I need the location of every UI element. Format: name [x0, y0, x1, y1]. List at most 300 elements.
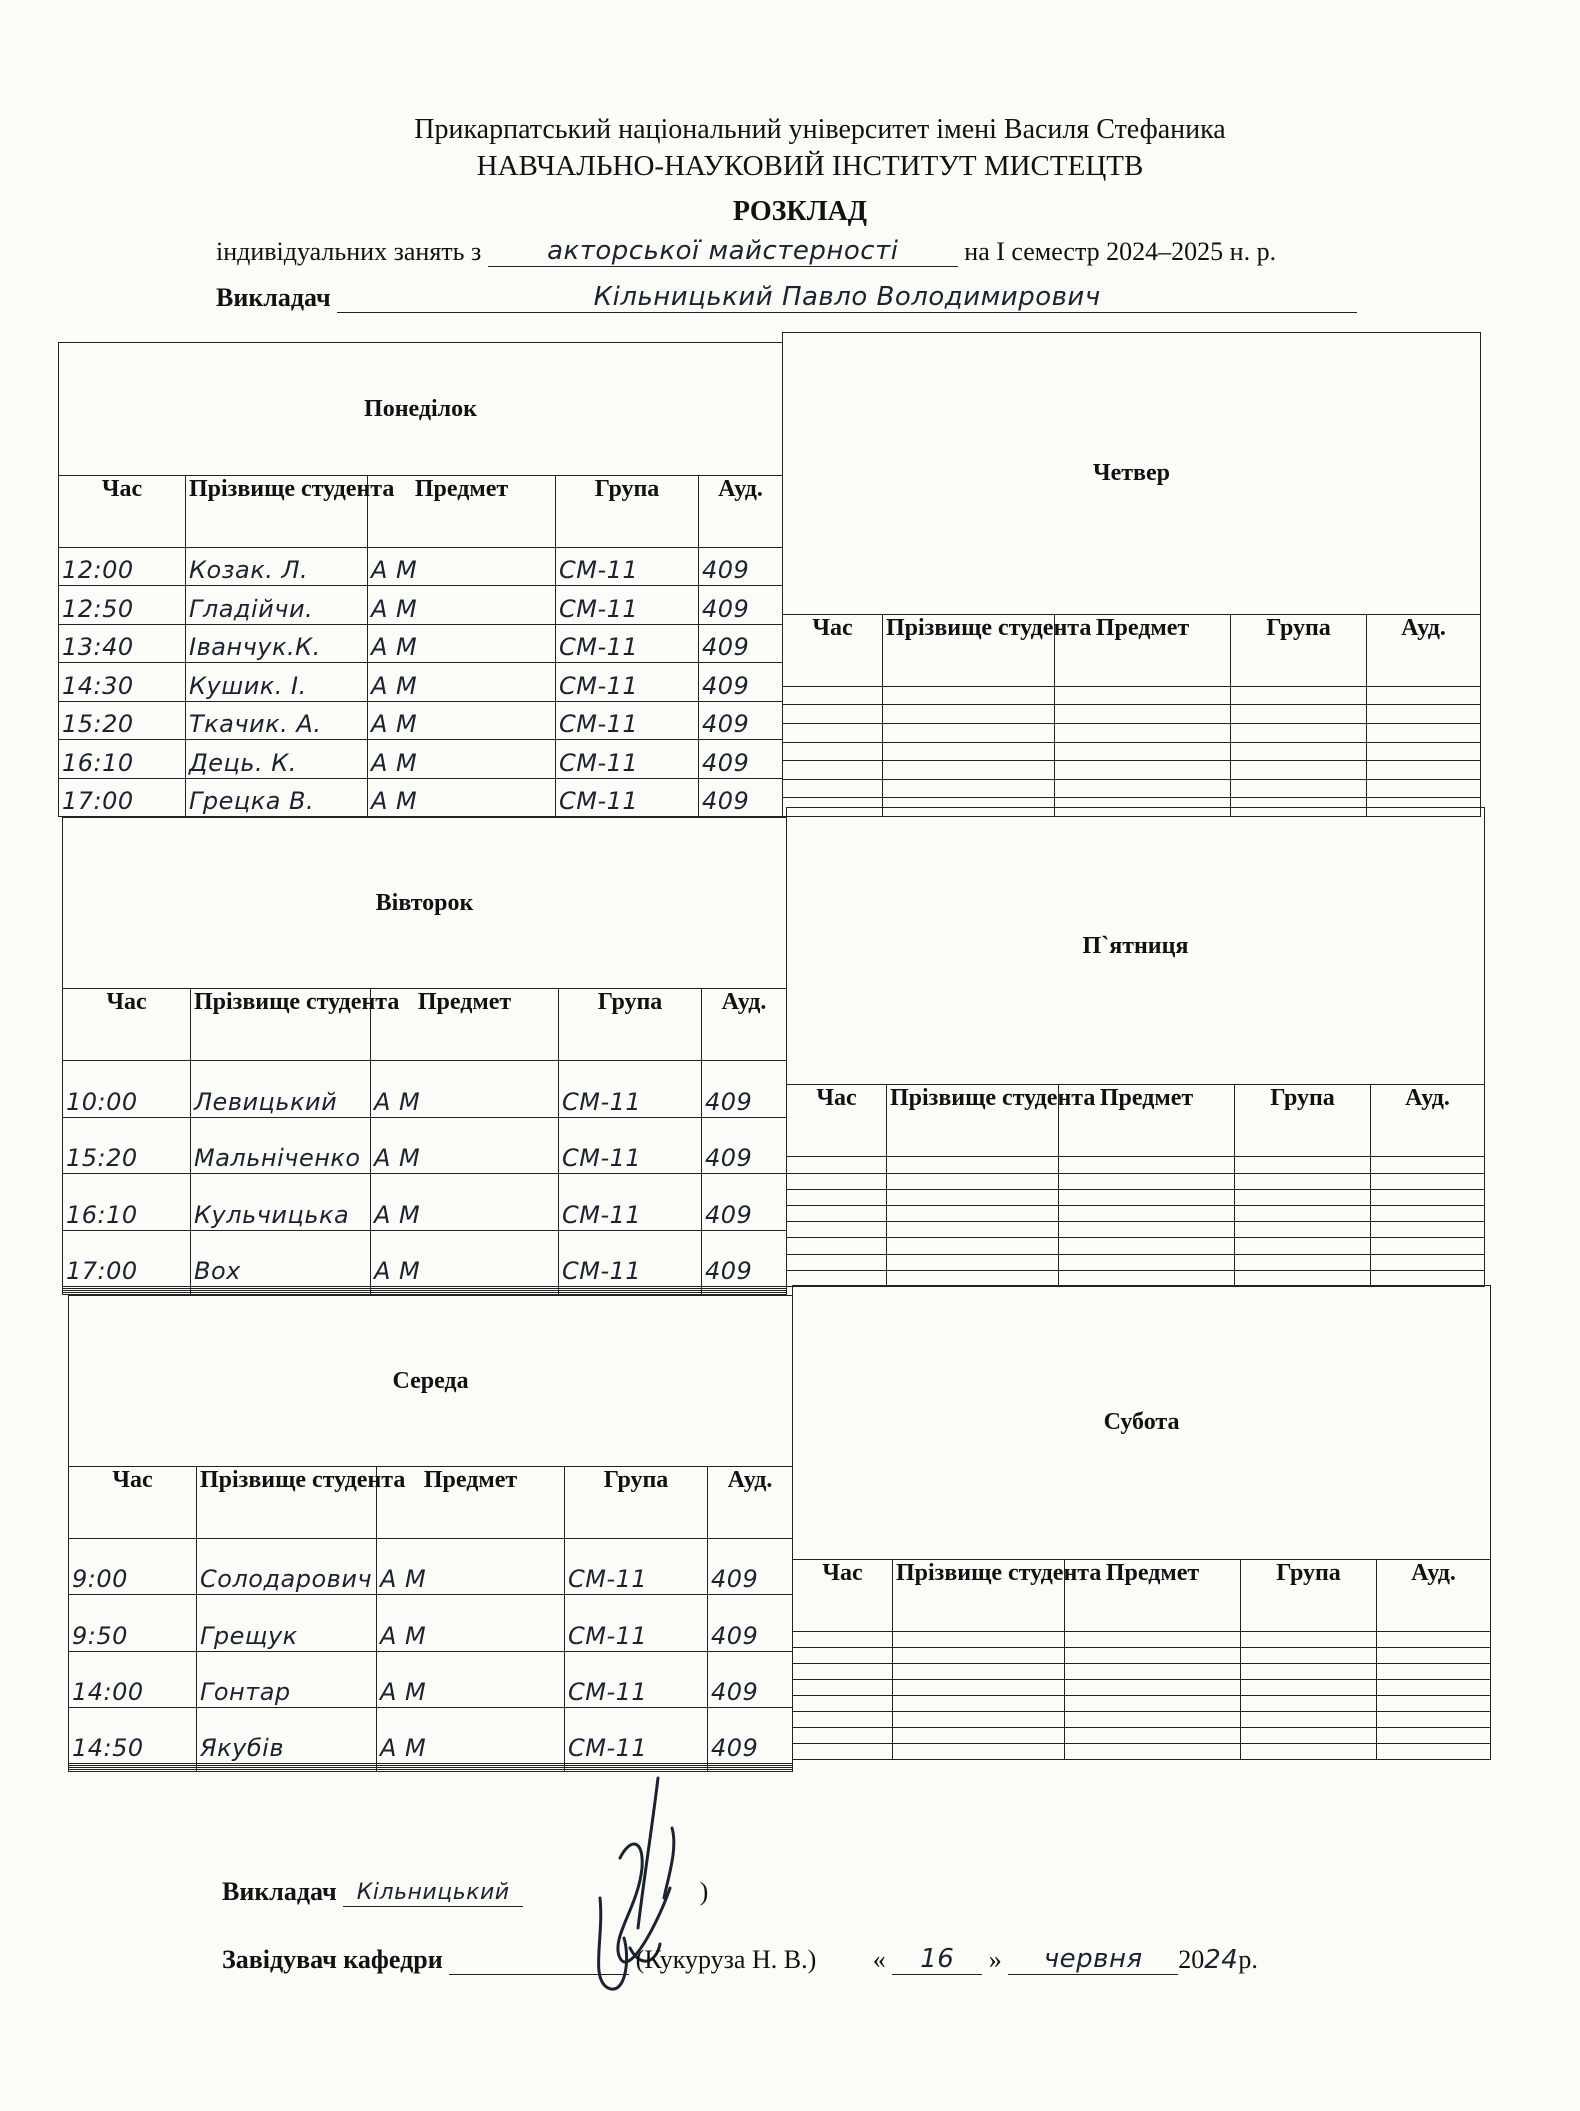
cell-student — [883, 742, 1055, 761]
cell-student — [191, 1117, 371, 1173]
handwritten-subject: А М — [371, 787, 418, 815]
cell-time — [69, 1770, 197, 1772]
cell-student — [197, 1708, 377, 1764]
cell-room — [699, 740, 783, 778]
cell-time — [63, 1117, 191, 1173]
table-row — [69, 1539, 793, 1595]
cell-room — [1367, 779, 1481, 798]
friday-table — [786, 807, 1485, 1287]
column-header-student: Прізвище студента — [883, 614, 1055, 686]
cell-student — [893, 1696, 1065, 1712]
table-row — [793, 1696, 1491, 1712]
footer-teacher-sign: Кільницький — [356, 1880, 510, 1905]
handwritten-student: Кульчицька — [194, 1200, 350, 1229]
cell-group — [1235, 1254, 1371, 1270]
table-row — [793, 1632, 1491, 1648]
cell-subject — [371, 1230, 559, 1286]
cell-subject — [1065, 1728, 1241, 1744]
handwritten-student: Мальніченко — [194, 1144, 361, 1173]
cell-room — [702, 1061, 787, 1117]
handwritten-subject: А М — [371, 710, 418, 739]
handwritten-time: 9:00 — [72, 1565, 128, 1594]
table-row — [59, 624, 783, 662]
handwritten-group: СМ-11 — [568, 1678, 648, 1707]
cell-student — [887, 1238, 1059, 1254]
handwritten-subject: А М — [374, 1144, 421, 1173]
column-header-student: Прізвище студента — [887, 1085, 1059, 1157]
handwritten-room: 409 — [711, 1565, 759, 1594]
cell-subject — [368, 778, 556, 816]
handwritten-student: Солодарович — [200, 1565, 373, 1594]
column-header-subject: Предмет — [1055, 614, 1231, 686]
handwritten-group: СМ-11 — [559, 787, 639, 815]
day-name: Понеділок — [59, 343, 783, 476]
university-name: Прикарпатський національний університет імені Василя Стефаника — [414, 114, 1226, 145]
handwritten-time: 14:30 — [62, 671, 134, 700]
cell-group — [556, 624, 699, 662]
cell-time — [793, 1680, 893, 1696]
cell-time — [63, 1230, 191, 1286]
cell-subject — [1065, 1696, 1241, 1712]
cell-student — [893, 1680, 1065, 1696]
subject-value: акторської майстерності — [547, 236, 899, 266]
cell-room — [1367, 742, 1481, 761]
cell-student — [883, 779, 1055, 798]
teacher-value: Кільницький Павло Володимирович — [593, 282, 1101, 312]
column-header-student: Прізвище студента — [191, 989, 371, 1061]
cell-group — [1235, 1222, 1371, 1238]
handwritten-room: 409 — [702, 787, 750, 815]
handwritten-time: 12:00 — [62, 556, 134, 585]
cell-room — [1371, 1222, 1485, 1238]
cell-time — [59, 586, 186, 624]
cell-group — [556, 778, 699, 816]
cell-group — [556, 701, 699, 739]
cell-time — [69, 1595, 197, 1651]
cell-time — [787, 1254, 887, 1270]
cell-subject — [1055, 723, 1231, 742]
cell-room — [1377, 1648, 1491, 1664]
cell-subject — [377, 1651, 565, 1707]
monday-table — [58, 342, 783, 817]
table-row — [63, 1117, 787, 1173]
cell-time — [787, 1173, 887, 1189]
cell-room — [1367, 705, 1481, 724]
handwritten-time: 10:00 — [66, 1087, 138, 1116]
cell-time — [59, 548, 186, 586]
column-header-row — [793, 1560, 1491, 1632]
thursday-table — [782, 332, 1481, 817]
cell-room — [1367, 723, 1481, 742]
cell-time — [69, 1708, 197, 1764]
cell-subject — [1065, 1632, 1241, 1648]
cell-subject — [1055, 705, 1231, 724]
cell-room — [708, 1651, 793, 1707]
cell-student — [191, 1174, 371, 1230]
table-row — [787, 1254, 1485, 1270]
cell-subject — [371, 1061, 559, 1117]
thursday-block — [782, 332, 1480, 817]
cell-time — [793, 1743, 893, 1759]
cell-group — [565, 1595, 708, 1651]
day-name: П`ятниця — [787, 808, 1485, 1085]
cell-room — [1377, 1712, 1491, 1728]
cell-time — [793, 1632, 893, 1648]
handwritten-room: 409 — [705, 1087, 753, 1116]
table-row — [59, 778, 783, 816]
teacher-fill — [337, 282, 1357, 313]
friday-block — [786, 807, 1484, 1287]
footer-teacher-close: ) — [699, 1877, 709, 1906]
cell-time — [783, 705, 883, 724]
cell-student — [883, 686, 1055, 705]
handwritten-student: Левицький — [194, 1087, 338, 1116]
cell-group — [1231, 723, 1367, 742]
handwritten-group: СМ-11 — [559, 556, 639, 585]
table-row — [63, 1174, 787, 1230]
footer-teacher-label: Викладач — [222, 1877, 337, 1906]
cell-student — [197, 1595, 377, 1651]
cell-student — [887, 1189, 1059, 1205]
column-header-subject: Предмет — [1065, 1560, 1241, 1632]
table-row — [787, 1238, 1485, 1254]
cell-subject — [1059, 1157, 1235, 1173]
column-header-row — [63, 989, 787, 1061]
cell-student — [887, 1157, 1059, 1173]
handwritten-room: 409 — [705, 1200, 753, 1229]
cell-room — [708, 1770, 793, 1772]
footer-head-name: (Кукуруза Н. В.) — [635, 1945, 817, 1974]
subject-line — [216, 236, 1276, 267]
table-row — [783, 761, 1481, 780]
cell-time — [787, 1157, 887, 1173]
handwritten-subject: А М — [380, 1734, 427, 1763]
cell-group — [1231, 761, 1367, 780]
teacher-label: Викладач — [216, 283, 331, 312]
cell-subject — [368, 701, 556, 739]
handwritten-time: 16:10 — [66, 1200, 138, 1229]
cell-group — [559, 1230, 702, 1286]
cell-student — [186, 778, 368, 816]
handwritten-student: Кушик. І. — [189, 671, 307, 700]
cell-subject — [1065, 1743, 1241, 1759]
column-header-group: Група — [1231, 614, 1367, 686]
handwritten-subject: А М — [371, 556, 418, 585]
handwritten-subject: А М — [380, 1678, 427, 1707]
handwritten-time: 15:20 — [62, 710, 134, 739]
monday-block — [58, 342, 782, 817]
column-header-row — [59, 476, 783, 548]
cell-room — [702, 1230, 787, 1286]
cell-student — [197, 1651, 377, 1707]
cell-subject — [377, 1708, 565, 1764]
handwritten-student: Якубів — [200, 1734, 284, 1763]
cell-room — [708, 1595, 793, 1651]
cell-student — [197, 1539, 377, 1595]
table-row — [69, 1651, 793, 1707]
cell-room — [1371, 1238, 1485, 1254]
cell-subject — [1065, 1664, 1241, 1680]
cell-room — [702, 1174, 787, 1230]
handwritten-room: 409 — [702, 594, 750, 623]
handwritten-time: 9:50 — [72, 1621, 128, 1650]
column-header-group: Група — [556, 476, 699, 548]
handwritten-subject: А М — [371, 671, 418, 700]
cell-time — [69, 1539, 197, 1595]
cell-room — [1367, 761, 1481, 780]
cell-group — [556, 740, 699, 778]
cell-subject — [1059, 1238, 1235, 1254]
cell-room — [699, 548, 783, 586]
table-row — [793, 1648, 1491, 1664]
cell-room — [699, 663, 783, 701]
semester-text: на І семестр 2024–2025 н. р. — [964, 237, 1277, 266]
cell-subject — [1055, 779, 1231, 798]
column-header-subject: Предмет — [371, 989, 559, 1061]
cell-subject — [1059, 1173, 1235, 1189]
cell-room — [699, 701, 783, 739]
cell-student — [186, 701, 368, 739]
table-row — [63, 1230, 787, 1286]
cell-subject — [377, 1595, 565, 1651]
cell-subject — [1059, 1205, 1235, 1221]
cell-group — [556, 548, 699, 586]
cell-subject — [1055, 761, 1231, 780]
cell-group — [1241, 1648, 1377, 1664]
cell-time — [59, 663, 186, 701]
column-header-time: Час — [783, 614, 883, 686]
footer-teacher-fill — [343, 1876, 523, 1907]
cell-student — [887, 1254, 1059, 1270]
column-header-student: Прізвище студента — [186, 476, 368, 548]
column-header-subject: Предмет — [368, 476, 556, 548]
cell-subject — [1055, 742, 1231, 761]
handwritten-time: 14:00 — [72, 1678, 144, 1707]
cell-time — [793, 1664, 893, 1680]
column-header-subject: Предмет — [1059, 1085, 1235, 1157]
table-row — [787, 1189, 1485, 1205]
table-row — [793, 1743, 1491, 1759]
cell-group — [565, 1539, 708, 1595]
handwritten-room: 409 — [702, 710, 750, 739]
wednesday-block — [68, 1295, 792, 1772]
cell-student — [197, 1770, 377, 1772]
handwritten-room: 409 — [702, 556, 750, 585]
cell-room — [1367, 686, 1481, 705]
cell-time — [783, 761, 883, 780]
column-header-row — [787, 1085, 1485, 1157]
cell-group — [1231, 686, 1367, 705]
cell-group — [565, 1708, 708, 1764]
cell-group — [1241, 1664, 1377, 1680]
cell-time — [59, 701, 186, 739]
handwritten-subject: А М — [380, 1565, 427, 1594]
handwritten-student: Грецка В. — [189, 787, 315, 815]
handwritten-room: 409 — [702, 671, 750, 700]
cell-subject — [1055, 686, 1231, 705]
cell-room — [1377, 1696, 1491, 1712]
cell-room — [702, 1117, 787, 1173]
saturday-table — [792, 1285, 1491, 1760]
handwritten-subject: А М — [374, 1200, 421, 1229]
cell-group — [556, 586, 699, 624]
handwritten-subject: А М — [374, 1087, 421, 1116]
cell-student — [893, 1664, 1065, 1680]
cell-student — [186, 740, 368, 778]
cell-room — [1371, 1189, 1485, 1205]
footer-year-suffix: 24 — [1204, 1945, 1239, 1975]
footer-head-line — [222, 1944, 1258, 1975]
cell-student — [887, 1173, 1059, 1189]
column-header-time: Час — [787, 1085, 887, 1157]
table-row — [59, 701, 783, 739]
handwritten-room: 409 — [702, 748, 750, 777]
cell-time — [783, 723, 883, 742]
institute-name: НАВЧАЛЬНО-НАУКОВИЙ ІНСТИТУТ МИСТЕЦТВ — [476, 150, 1144, 182]
cell-time — [787, 1238, 887, 1254]
footer-date-month-fill — [1008, 1944, 1178, 1975]
cell-time — [63, 1174, 191, 1230]
table-row — [793, 1712, 1491, 1728]
day-name: Вівторок — [63, 818, 787, 989]
cell-room — [1371, 1157, 1485, 1173]
handwritten-student: Вох — [194, 1257, 241, 1286]
footer-quote-close: » — [988, 1945, 1002, 1974]
cell-room — [1371, 1205, 1485, 1221]
handwritten-room: 409 — [705, 1144, 753, 1173]
footer-head-label: Завідувач кафедри — [222, 1945, 443, 1974]
column-header-time: Час — [59, 476, 186, 548]
doc-title: РОЗКЛАД — [732, 196, 868, 227]
cell-group — [556, 663, 699, 701]
footer-date-day-fill — [892, 1944, 982, 1975]
table-row — [793, 1680, 1491, 1696]
cell-room — [1377, 1664, 1491, 1680]
cell-time — [783, 742, 883, 761]
cell-student — [893, 1632, 1065, 1648]
tuesday-block — [62, 817, 786, 1295]
cell-subject — [371, 1117, 559, 1173]
cell-room — [1371, 1254, 1485, 1270]
column-header-room: Ауд. — [702, 989, 787, 1061]
handwritten-group: СМ-11 — [559, 710, 639, 739]
handwritten-student: Іванчук.К. — [189, 633, 321, 662]
handwritten-subject: А М — [374, 1257, 421, 1286]
cell-group — [1231, 705, 1367, 724]
cell-subject — [377, 1770, 565, 1772]
cell-group — [1241, 1712, 1377, 1728]
column-header-row — [69, 1467, 793, 1539]
day-name: Субота — [793, 1286, 1491, 1560]
table-row — [783, 705, 1481, 724]
handwritten-time: 14:50 — [72, 1734, 144, 1763]
handwritten-group: СМ-11 — [562, 1087, 642, 1116]
cell-time — [787, 1222, 887, 1238]
column-header-room: Ауд. — [1371, 1085, 1485, 1157]
cell-time — [69, 1651, 197, 1707]
table-row — [787, 1173, 1485, 1189]
table-row — [59, 740, 783, 778]
cell-student — [893, 1712, 1065, 1728]
cell-room — [1377, 1728, 1491, 1744]
cell-subject — [368, 548, 556, 586]
cell-group — [1235, 1205, 1371, 1221]
subject-prefix: індивідуальних занять з — [216, 237, 482, 266]
cell-time — [793, 1728, 893, 1744]
cell-subject — [377, 1539, 565, 1595]
teacher-line — [216, 282, 1357, 313]
handwritten-group: СМ-11 — [568, 1734, 648, 1763]
handwritten-subject: А М — [371, 748, 418, 777]
handwritten-time: 12:50 — [62, 594, 134, 623]
cell-time — [783, 686, 883, 705]
column-header-group: Група — [1235, 1085, 1371, 1157]
handwritten-student: Дець. К. — [189, 748, 297, 777]
saturday-block — [792, 1285, 1490, 1760]
column-header-room: Ауд. — [1377, 1560, 1491, 1632]
cell-subject — [1059, 1189, 1235, 1205]
footer-quote-open: « — [872, 1945, 886, 1974]
cell-group — [565, 1651, 708, 1707]
cell-student — [883, 723, 1055, 742]
cell-room — [1377, 1743, 1491, 1759]
cell-room — [1377, 1632, 1491, 1648]
cell-time — [793, 1696, 893, 1712]
column-header-room: Ауд. — [699, 476, 783, 548]
table-row — [787, 1222, 1485, 1238]
day-name: Середа — [69, 1296, 793, 1467]
table-row — [787, 1205, 1485, 1221]
cell-time — [63, 1061, 191, 1117]
cell-student — [893, 1743, 1065, 1759]
cell-time — [787, 1189, 887, 1205]
handwritten-subject: А М — [371, 633, 418, 662]
table-row — [787, 1157, 1485, 1173]
handwritten-subject: А М — [380, 1621, 427, 1650]
cell-subject — [368, 663, 556, 701]
table-row — [783, 742, 1481, 761]
cell-group — [1235, 1238, 1371, 1254]
handwritten-room: 409 — [711, 1678, 759, 1707]
table-row — [63, 1061, 787, 1117]
cell-subject — [1059, 1222, 1235, 1238]
table-row — [59, 586, 783, 624]
footer-year-end: р. — [1238, 1945, 1258, 1974]
column-header-time: Час — [63, 989, 191, 1061]
cell-room — [699, 624, 783, 662]
column-header-group: Група — [1241, 1560, 1377, 1632]
cell-group — [1241, 1696, 1377, 1712]
handwritten-student: Гладійчи. — [189, 594, 314, 623]
handwritten-time: 17:00 — [62, 787, 134, 815]
handwritten-room: 409 — [702, 633, 750, 662]
cell-student — [883, 705, 1055, 724]
cell-student — [191, 1230, 371, 1286]
table-row — [69, 1595, 793, 1651]
cell-subject — [1065, 1712, 1241, 1728]
cell-group — [1235, 1173, 1371, 1189]
column-header-time: Час — [69, 1467, 197, 1539]
cell-time — [59, 740, 186, 778]
footer-teacher-line — [222, 1876, 708, 1907]
handwritten-time: 13:40 — [62, 633, 134, 662]
handwritten-subject: А М — [371, 594, 418, 623]
cell-student — [893, 1648, 1065, 1664]
cell-student — [883, 761, 1055, 780]
handwritten-group: СМ-11 — [559, 633, 639, 662]
cell-group — [1241, 1680, 1377, 1696]
cell-group — [1231, 779, 1367, 798]
